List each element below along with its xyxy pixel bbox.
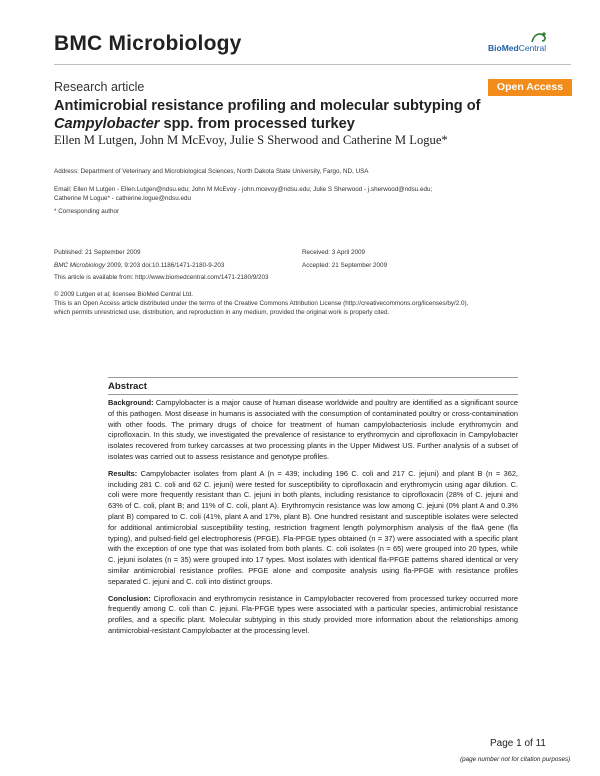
publisher-name: BioMedCentral <box>488 43 547 53</box>
accepted-date: Accepted: 21 September 2009 <box>302 261 388 269</box>
copyright-line: © 2009 Lutgen et al; licensee BioMed Central Ltd. <box>54 291 194 298</box>
author-emails: Email: Ellen M Lutgen - Ellen.Lutgen@ndsu.edu; John M McEvoy - john.mcevoy@ndsu.edu; Julie S Sherwood - j.sherwood@ndsu.edu; Catherine M Logue* - catherine.logue@ndsu.edu <box>54 186 433 202</box>
abstract-section <box>108 377 518 672</box>
submission-dates <box>302 248 502 273</box>
article-title: Antimicrobial resistance profiling and molecular subtyping of Campylobacter spp. from processed turkey <box>54 98 481 132</box>
author-list: Ellen M Lutgen, John M McEvoy, Julie S Sherwood and Catherine M Logue* <box>54 133 448 147</box>
abstract-results: Results: Campylobacter isolates from plant A (n = 439; including 196 C. coli and 217 C. jejuni) and plant B (n = 362, including 281 C. coli and 62 C. jejuni) were tested for susceptibility to ciprofloxacin and erythromycin using agar dilution. C. coli were more frequently resistant than C. jejuni in both plants, including resistance to ciprofloxacin (28% of C. jejuni and 63% of C. coli, plant B; and 11% of C. coli, plant A). Erythromycin resistance was low among C. jejuni (0% plant A and 0.3% plant B) compared to C. coli (41%, plant A and 17%, plant B). One hundred resistant and susceptible isolates were selected for additional antimicrobial susceptibility testing, restriction fragment length polymorphism analysis of the flaA gene (fla typing), and pulsed-field gel electrophoresis (PFGE). Fla-PFGE types obtained (n = 37) were associated with a specific plant with the exception of one type that was isolated from both plants. C. coli isolates (n = 65) were grouped into 20 types, while C. jejuni isolates (n = 35) were grouped into 17 types. Most isolates with identical fla-PFGE patterns shared identical or very similar antimicrobial resistance profiles. PFGE alone and composite analysis using fla-PFGE with resistance profiles separated C. jejuni and C. coli into distinct groups. <box>108 468 518 586</box>
page-number: Page 1 of 11 <box>490 738 546 749</box>
page-number-note: (page number not for citation purposes) <box>460 756 571 763</box>
open-access-badge: Open Access <box>488 79 572 96</box>
published-date: Published: 21 September 2009 <box>54 249 141 256</box>
citation: BMC Microbiology 2009, 9:203 doi:10.1186/1471-2180-9-203 <box>54 261 225 269</box>
abstract-background: Background: Campylobacter is a major cause of human disease worldwide and poultry are identified as a significant source of this pathogen. Most disease in humans is associated with the consumption of contaminated poultry or cross-contamination with other foods. The primary drugs of choice for treatment of human campylobacteriosis include erythromycin and ciprofloxacin. In this study, we investigated the prevalence of resistance to erythromycin and ciprofloxacin in Campylobacter isolates recovered from turkey carcasses at two processing plants in the Upper Midwest US. Further analysis of a subset of isolates was carried out to assess resistance and genotype profiles. <box>108 398 518 461</box>
license-line: which permits unrestricted use, distribution, and reproduction in any medium, provided the original work is properly cited. <box>54 309 390 316</box>
article-url[interactable]: This article is available from: http://www.biomedcentral.com/1471-2180/9/203 <box>54 274 269 281</box>
abstract-conclusion: Conclusion: Ciprofloxacin and erythromycin resistance in Campylobacter recovered from processed turkey occurred more frequently among C. coli than C. jejuni. Fla-PFGE types were associated with a particular species, antimicrobial resistance profiles, and a specific plant. Molecular subtyping in this study provided more information about the relationships among antimicrobial-resistant Campylobacter at the processing level. <box>108 593 518 635</box>
article-type: Research article <box>54 80 145 94</box>
journal-title: BMC Microbiology <box>54 32 242 55</box>
logo-swirl-icon <box>488 30 568 44</box>
abstract-heading: Abstract <box>108 377 518 395</box>
license-line: This is an Open Access article distributed under the terms of the Creative Commons Attribution License (http://creativecommons.org/licenses/by/2.0), <box>54 300 469 307</box>
header-divider <box>54 64 571 65</box>
received-date: Received: 3 April 2009 <box>302 249 366 256</box>
biomed-central-logo <box>488 30 568 56</box>
corresponding-author-note: * Corresponding author <box>54 208 120 215</box>
license-block <box>54 290 571 317</box>
affiliation-address: Address: Department of Veterinary and Microbiological Sciences, North Dakota State University, Fargo, ND, USA <box>54 168 369 175</box>
publication-info <box>54 248 304 286</box>
